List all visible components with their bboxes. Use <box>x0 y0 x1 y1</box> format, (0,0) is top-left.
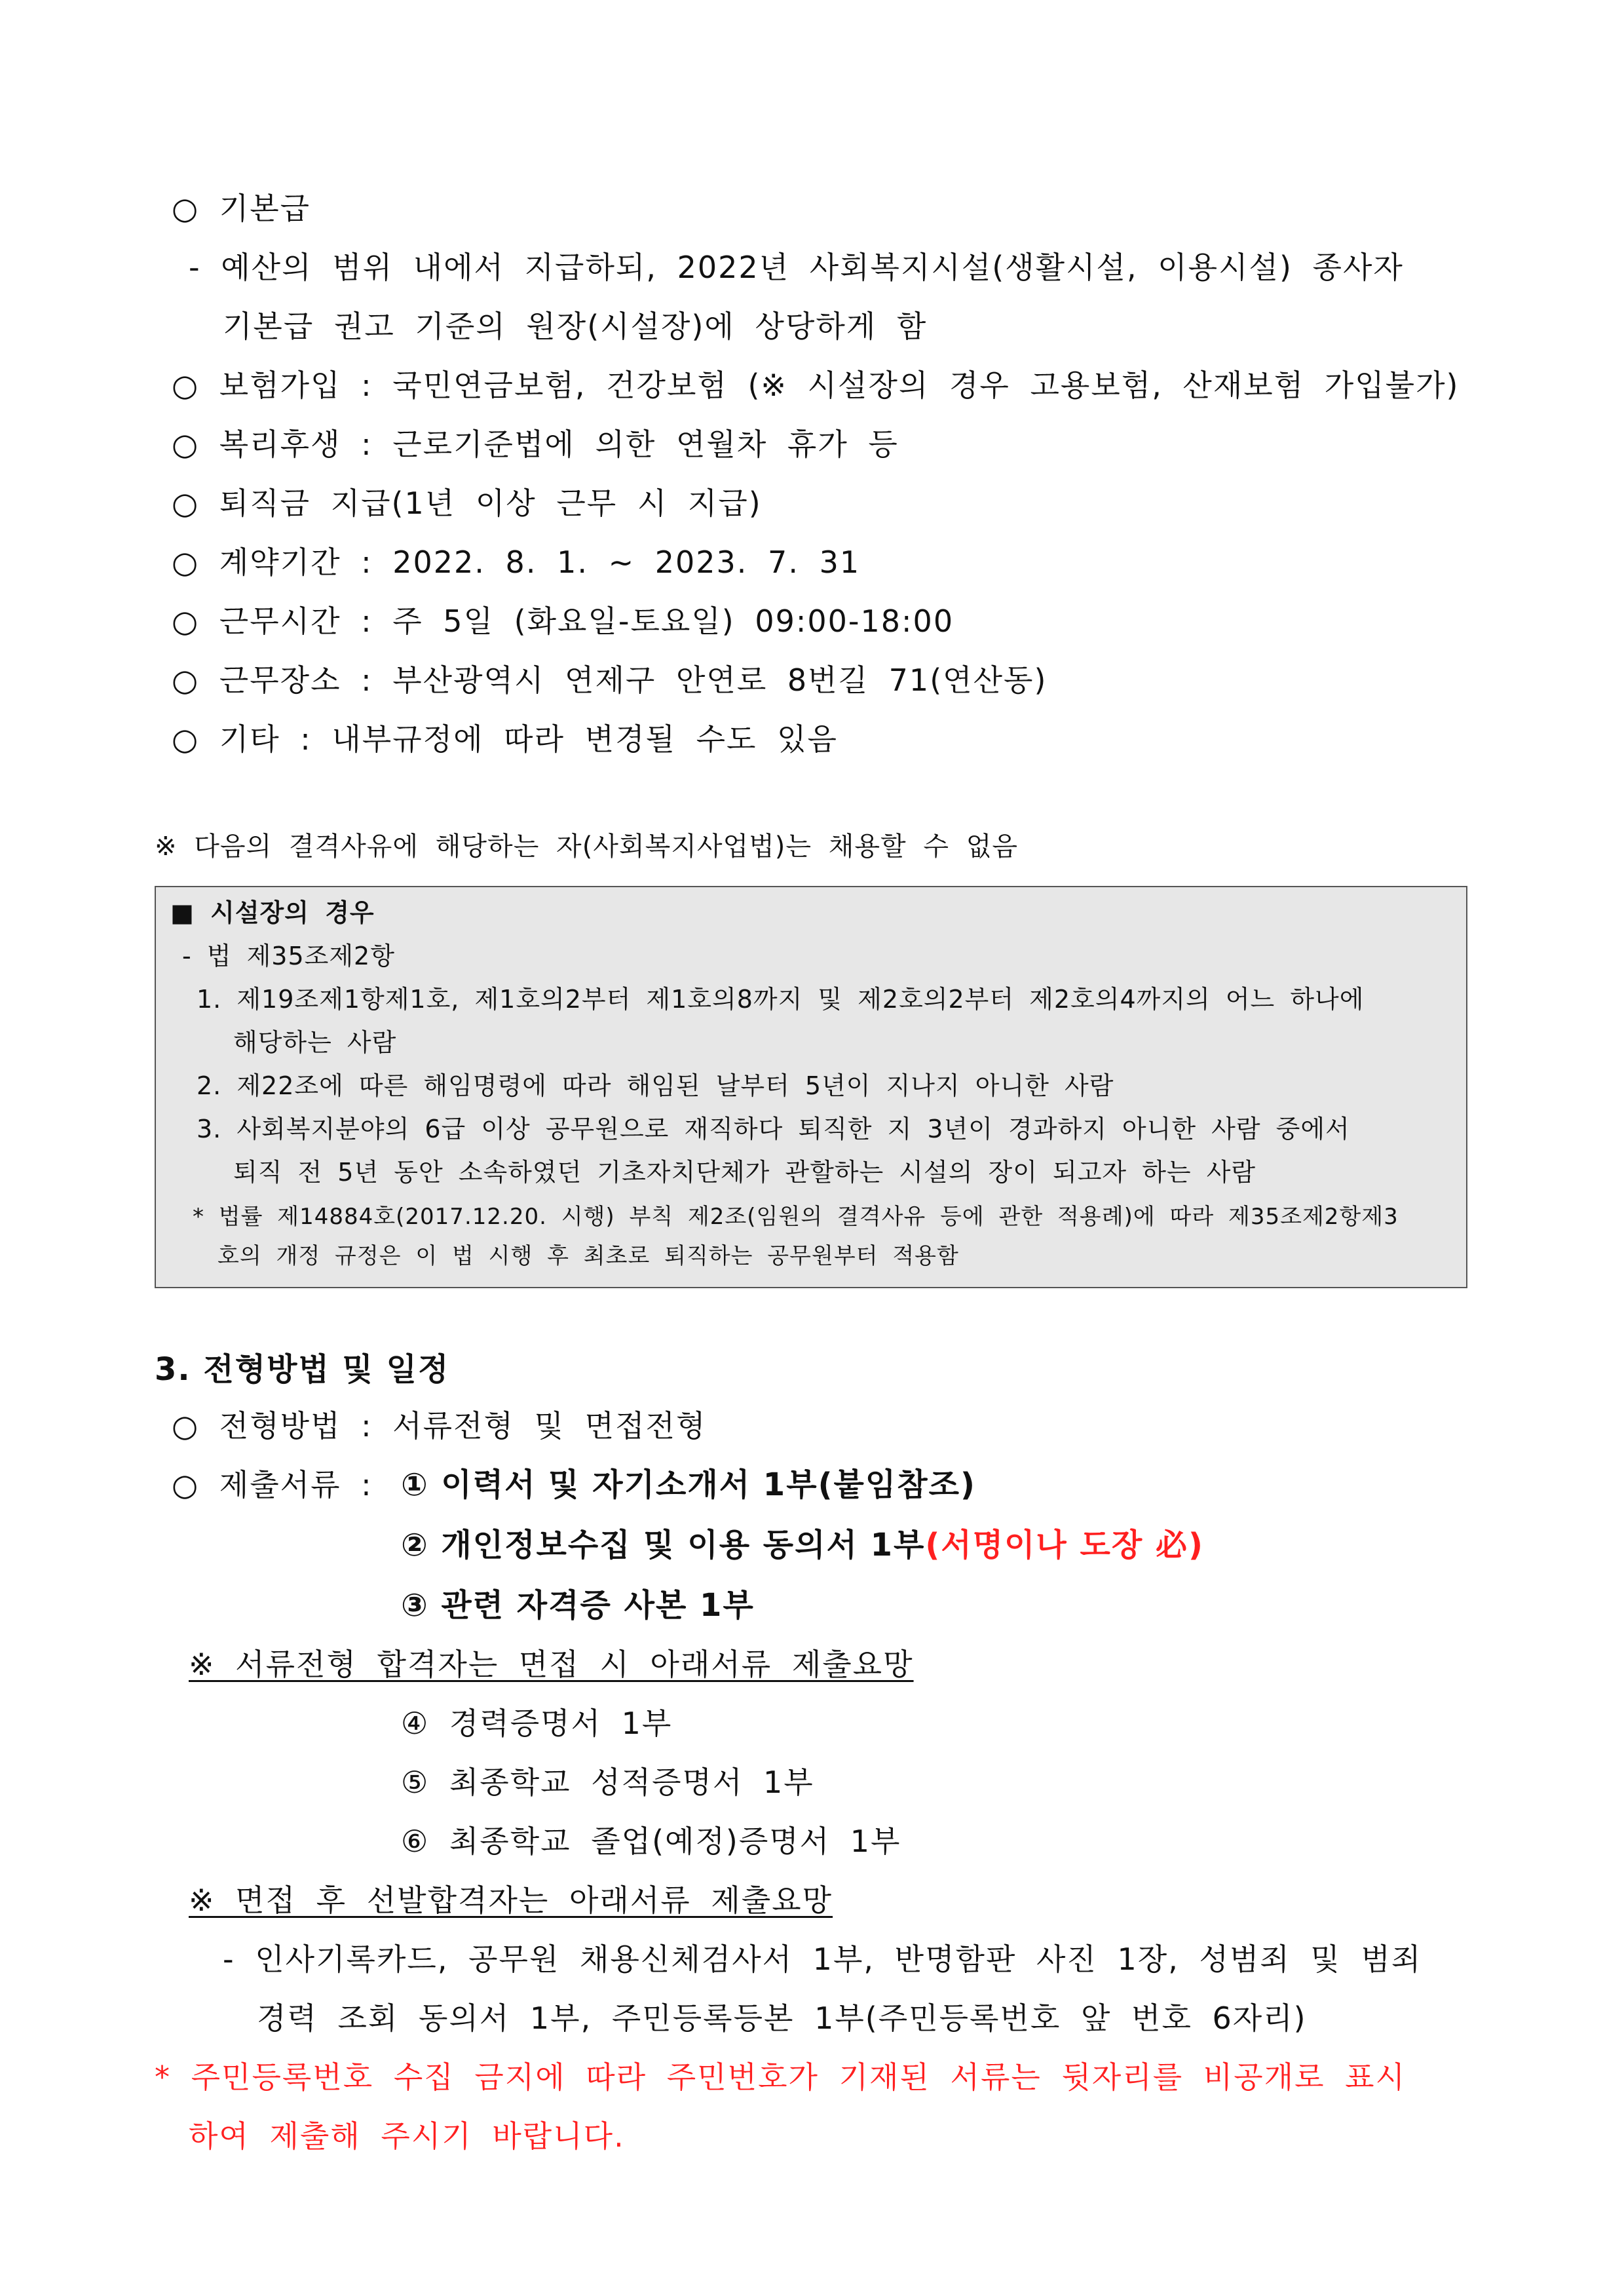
document-3: ③ 관련 자격증 사본 1부 <box>401 1587 755 1624</box>
document-6: ⑥ 최종학교 졸업(예정)증명서 1부 <box>401 1824 901 1859</box>
document-screening-notice: ※ 서류전형 합격자는 면접 시 아래서류 제출요망 <box>189 1647 914 1682</box>
document-5: ⑤ 최종학교 성적증명서 1부 <box>401 1765 814 1800</box>
law-reference: - 법 제35조제2항 <box>182 942 395 970</box>
privacy-warning-line-2: 하여 제출해 주시기 바랍니다. <box>189 2118 625 2154</box>
law-note-line-2: 호의 개정 규정은 이 법 시행 후 최초로 퇴직하는 공무원부터 적용함 <box>217 1243 959 1269</box>
disqualification-box <box>155 886 1467 1288</box>
document-2-signature-note: (서명이나 도장 必) <box>925 1527 1204 1563</box>
disqualification-item-1-line-1: 1. 제19조제1항제1호, 제1호의2부터 제1호의8까지 및 제2호의2부터 제2호의4까지의 어느 하나에 <box>197 985 1365 1014</box>
contract-period-item: ○ 계약기간 : 2022. 8. 1. ~ 2023. 7. 31 <box>172 545 861 580</box>
selection-method: ○ 전형방법 : 서류전형 및 면접전형 <box>172 1408 707 1444</box>
document-1: ① 이력서 및 자기소개서 1부(붙임참조) <box>401 1466 976 1503</box>
disqualification-item-3-line-2: 퇴직 전 5년 동안 소속하였던 기초자치단체가 관할하는 시설의 장이 되고자 하는 사람 <box>233 1158 1256 1187</box>
other-item: ○ 기타 : 내부규정에 따라 변경될 수도 있음 <box>172 721 838 757</box>
section-heading-selection: 3. 전형방법 및 일정 <box>155 1351 450 1388</box>
final-documents-line-1: - 인사기록카드, 공무원 채용신체검사서 1부, 반명함판 사진 1장, 성범죄 및 범죄 <box>223 1942 1422 1977</box>
salary-title: ○ 기본급 <box>172 191 311 226</box>
disqualification-item-2: 2. 제22조에 따른 해임명령에 따라 해임된 날부터 5년이 지나지 아니한 사람 <box>197 1071 1114 1100</box>
work-location-item: ○ 근무장소 : 부산광역시 연제구 안연로 8번길 71(연산동) <box>172 662 1048 698</box>
disqualification-item-1-line-2: 해당하는 사람 <box>233 1028 397 1057</box>
documents-label: ○ 제출서류 : <box>172 1467 373 1502</box>
salary-line-2: 기본급 권고 기준의 원장(시설장)에 상당하게 함 <box>223 309 928 344</box>
box-title: ■ 시설장의 경우 <box>170 898 375 927</box>
welfare-item: ○ 복리후생 : 근로기준법에 의한 연월차 휴가 등 <box>172 427 899 462</box>
document-2 <box>401 1525 1204 1565</box>
document-4: ④ 경력증명서 1부 <box>401 1706 673 1741</box>
disqualification-item-3-line-1: 3. 사회복지분야의 6급 이상 공무원으로 재직하다 퇴직한 지 3년이 경과하지 아니한 사람 중에서 <box>197 1115 1350 1143</box>
document-2-label: ② 개인정보수집 및 이용 동의서 1부 <box>401 1527 926 1563</box>
salary-line-1: - 예산의 범위 내에서 지급하되, 2022년 사회복지시설(생활시설, 이용시설) 종사자 <box>189 250 1404 285</box>
final-selection-notice: ※ 면접 후 선발합격자는 아래서류 제출요망 <box>189 1883 833 1918</box>
severance-item: ○ 퇴직금 지급(1년 이상 근무 시 지급) <box>172 486 762 521</box>
final-documents-line-2: 경력 조회 동의서 1부, 주민등록등본 1부(주민등록번호 앞 번호 6자리) <box>257 2000 1307 2036</box>
working-hours-item: ○ 근무시간 : 주 5일 (화요일-토요일) 09:00-18:00 <box>172 603 954 639</box>
law-note-line-1: * 법률 제14884호(2017.12.20. 시행) 부칙 제2조(임원의 결격사유 등에 관한 적용례)에 따라 제35조제2항제3 <box>193 1204 1399 1230</box>
disqualification-notice: ※ 다음의 결격사유에 해당하는 자(사회복지사업법)는 채용할 수 없음 <box>155 832 1019 862</box>
privacy-warning-line-1: * 주민등록번호 수집 금지에 따라 주민번호가 기재된 서류는 뒷자리를 비공개로 표시 <box>155 2059 1407 2095</box>
insurance-item: ○ 보험가입 : 국민연금보험, 건강보험 (※ 시설장의 경우 고용보험, 산재보험 가입불가) <box>172 368 1460 403</box>
